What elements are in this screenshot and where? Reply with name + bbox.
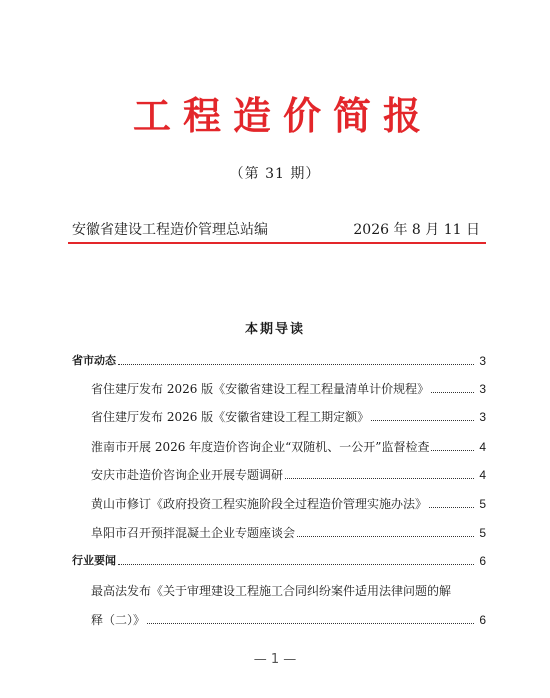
toc-page-number: 4 xyxy=(479,468,486,482)
issue-number: （第 31 期） xyxy=(229,166,321,182)
toc-entry[interactable] xyxy=(91,439,486,455)
toc-heading: 本期导读 xyxy=(244,322,305,337)
toc-leader xyxy=(429,507,474,508)
toc-label: 省住建厅发布 2026 版《安徽省建设工程工期定额》 xyxy=(91,410,370,424)
toc-entry[interactable] xyxy=(91,467,486,483)
toc-leader xyxy=(285,478,474,479)
toc-entry[interactable] xyxy=(91,409,486,425)
toc-label: 安庆市赴造价咨询企业开展专题调研 xyxy=(91,468,284,482)
bulletin-title: 工程造价简报 xyxy=(132,93,433,138)
toc-leader xyxy=(431,392,474,393)
publication-date: 2026 年 8 月 11 日 xyxy=(353,222,480,238)
toc-page-number: 6 xyxy=(479,613,486,627)
toc-entry[interactable] xyxy=(91,496,486,512)
publisher-name: 安徽省建设工程造价管理总站编 xyxy=(72,222,268,238)
toc-leader xyxy=(118,564,474,565)
toc-leader xyxy=(297,536,474,537)
toc-page-number: 5 xyxy=(479,526,486,540)
toc-label: 阜阳市召开预拌混凝土企业专题座谈会 xyxy=(91,526,296,540)
toc-leader xyxy=(431,450,474,451)
toc-entry[interactable] xyxy=(91,525,486,541)
page-number: — 1 — xyxy=(253,652,297,667)
toc-page-number: 6 xyxy=(479,554,486,568)
toc-section-provincial-news[interactable] xyxy=(72,353,486,369)
toc-entry[interactable] xyxy=(91,381,486,397)
toc-label: 省市动态 xyxy=(72,354,116,367)
toc-page-number: 3 xyxy=(479,382,486,396)
toc-leader xyxy=(371,420,474,421)
toc-label: 释（二）》 xyxy=(91,613,146,627)
toc-entry-first-line[interactable]: 最高法发布《关于审理建设工程施工合同纠纷案件适用法律问题的解 xyxy=(91,584,452,598)
toc-label: 行业要闻 xyxy=(72,554,116,567)
toc-label: 黄山市修订《政府投资工程实施阶段全过程造价管理实施办法》 xyxy=(91,497,428,511)
toc-leader xyxy=(147,623,474,624)
toc-label: 淮南市开展 2026 年度造价咨询企业“双随机、一公开”监督检查 xyxy=(91,440,430,454)
toc-label: 省住建厅发布 2026 版《安徽省建设工程工程量清单计价规程》 xyxy=(91,382,430,396)
toc-page-number: 4 xyxy=(479,440,486,454)
header-divider xyxy=(68,242,486,244)
toc-leader xyxy=(118,364,474,365)
toc-page-number: 3 xyxy=(479,354,486,368)
toc-section-industry-news[interactable] xyxy=(72,553,486,569)
publication-info xyxy=(72,222,482,240)
toc-page-number: 3 xyxy=(479,410,486,424)
toc-entry[interactable] xyxy=(91,612,486,628)
toc-page-number: 5 xyxy=(479,497,486,511)
